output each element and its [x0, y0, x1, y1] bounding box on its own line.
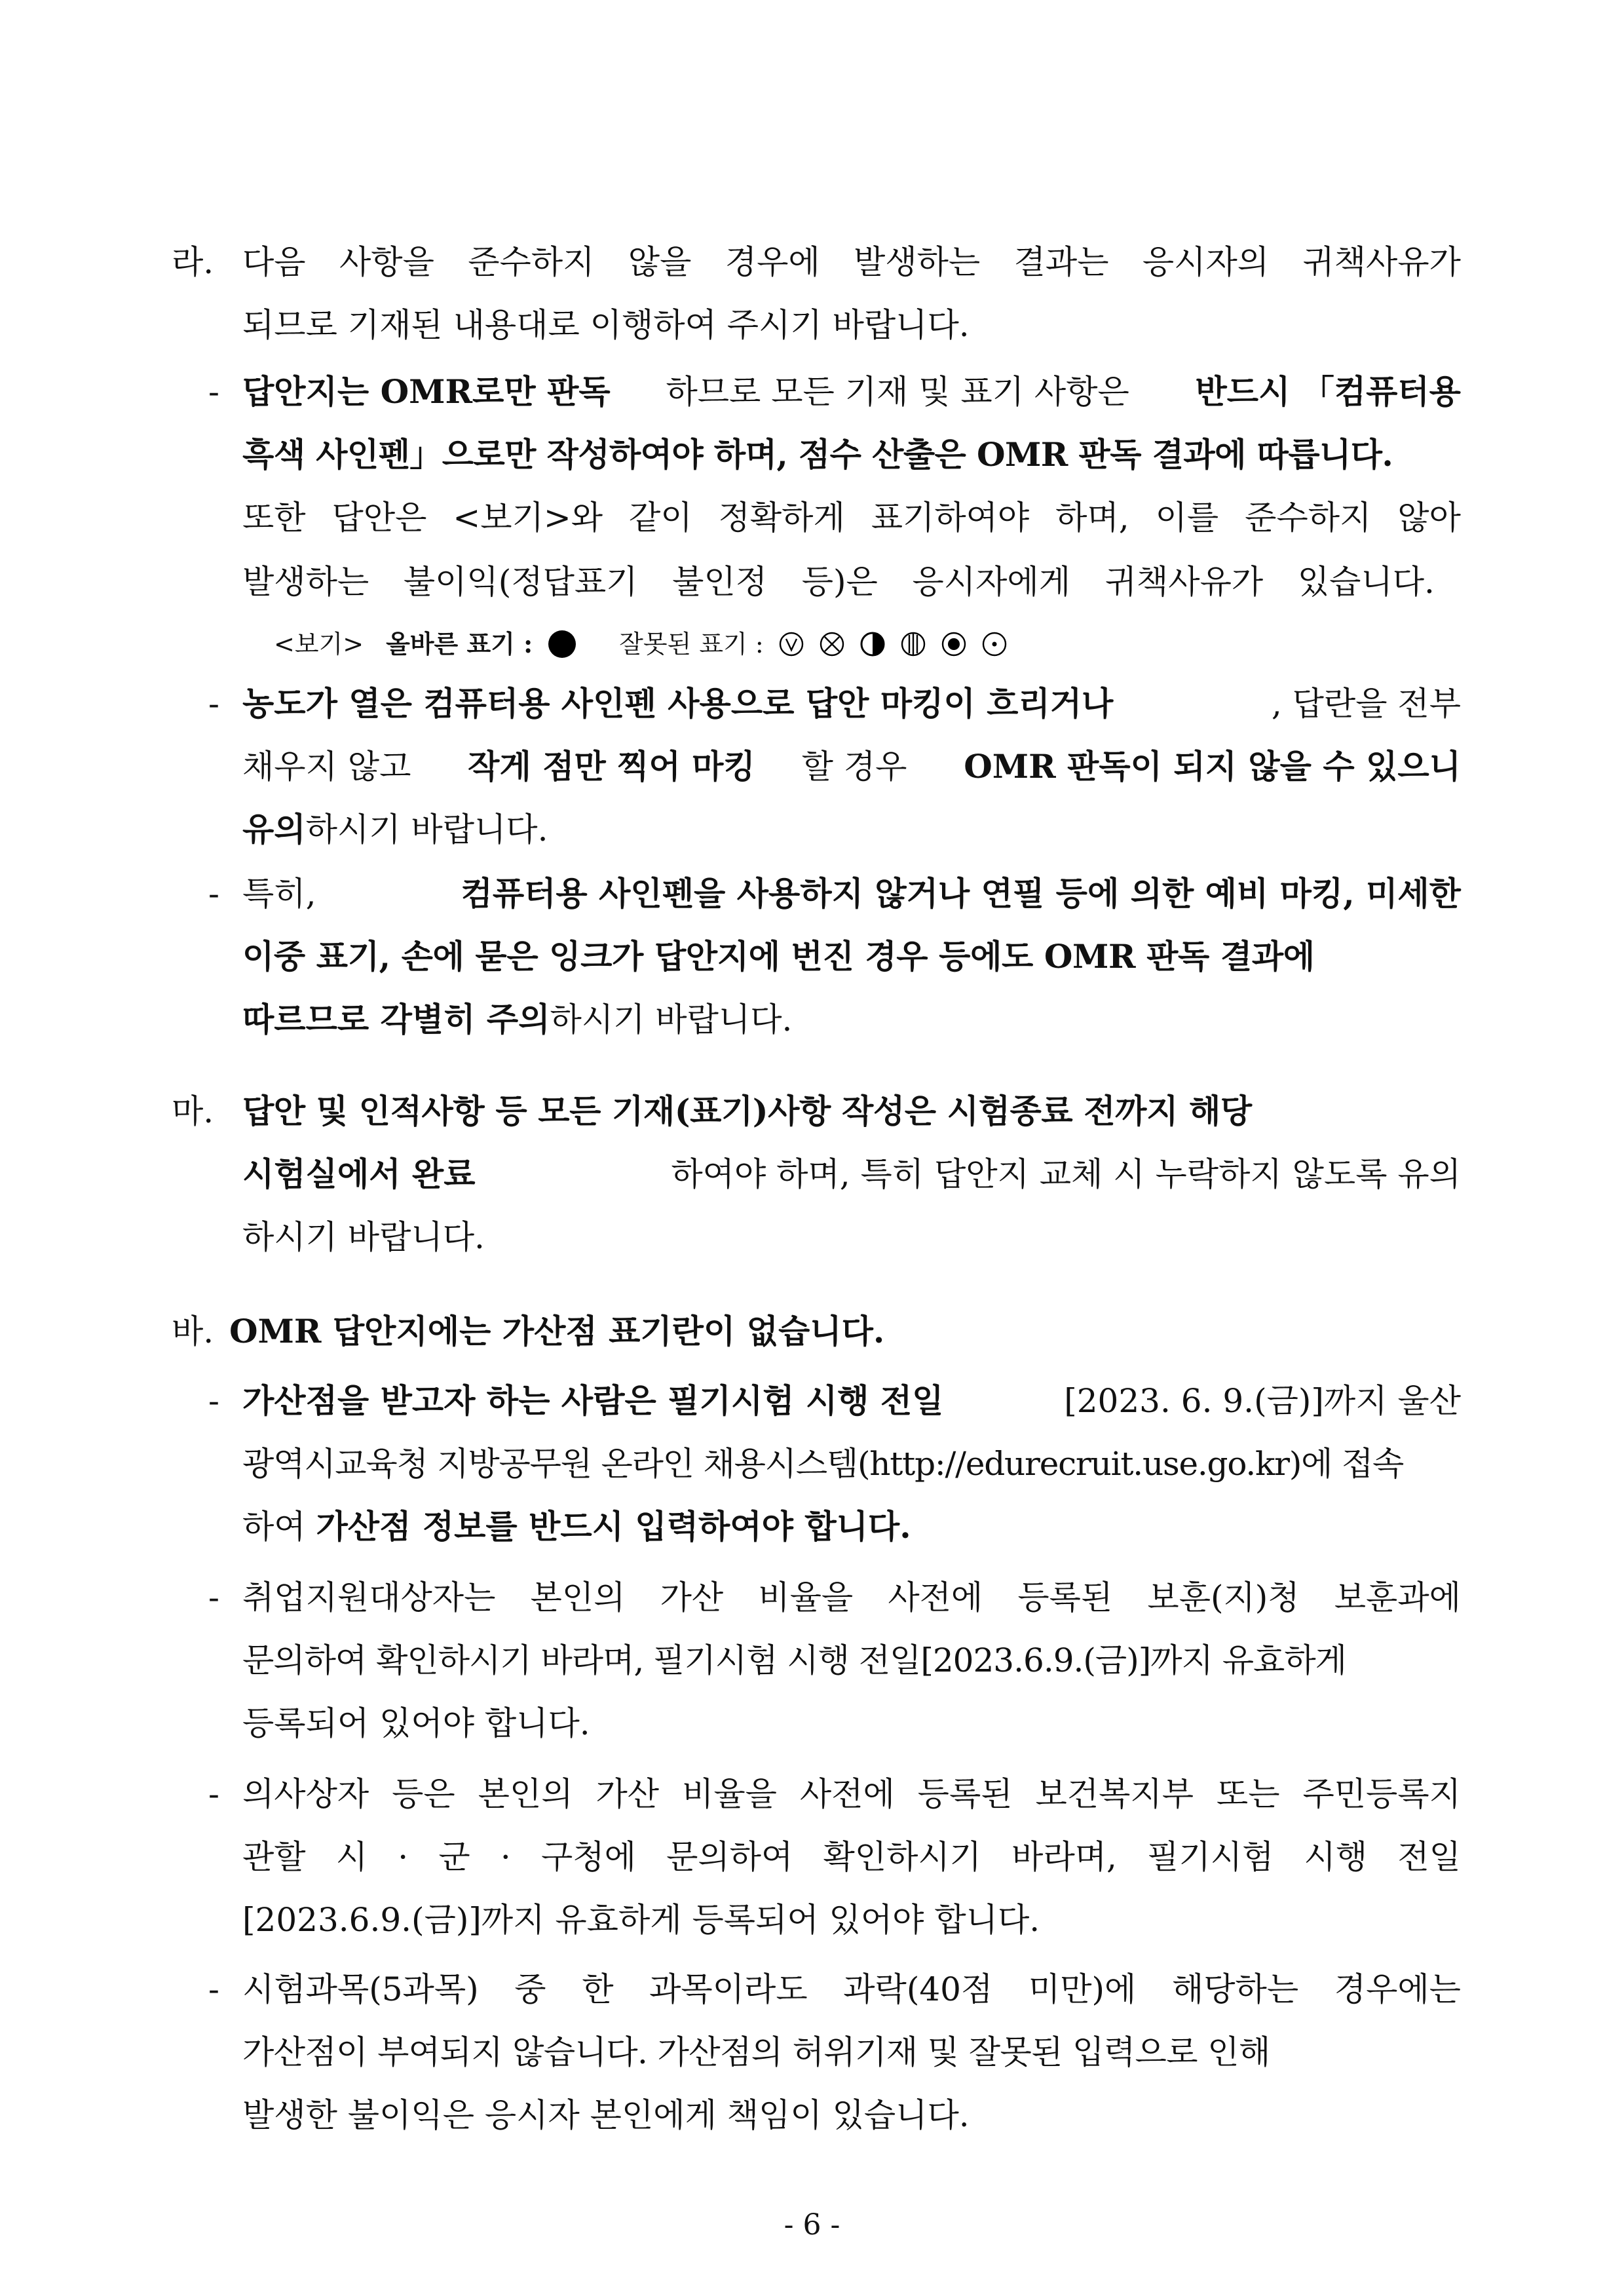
ba-bullet-1-line-1 [242, 1380, 1461, 1422]
word: 발생하는 [854, 243, 981, 281]
word: 본인의 [530, 1578, 626, 1617]
ba-bullet-3-line-3 [242, 1899, 1040, 1941]
bold-text: 반드시 「컴퓨터용 [1195, 372, 1461, 411]
text: [2023. 6. 9.(금)]까지 울산 [1064, 1382, 1461, 1420]
bullet-dash: - [208, 1578, 219, 1617]
text: , 답란을 전부 [1271, 685, 1461, 723]
word: 보훈(지)청 [1147, 1578, 1300, 1617]
word: 이를 [1155, 499, 1219, 537]
ba-bullet-4-line-2 [242, 2031, 1461, 2073]
word: · [500, 1838, 511, 1876]
ba-bullet-1-line-2 [242, 1443, 1461, 1485]
word: 관할 [242, 1838, 306, 1876]
word: 등록된 [917, 1775, 1013, 1813]
page-number: - 6 - [784, 2208, 840, 2242]
word: 사전에 [888, 1578, 983, 1617]
word: 비율을 [682, 1775, 777, 1813]
ba-bullet-3-line-2 [242, 1836, 1461, 1878]
bold-text: OMR 답안지에는 가산점 표기란이 없습니다. [229, 1312, 885, 1350]
ra-bullet-2-line-1 [242, 683, 1461, 725]
word: 발생하는 [242, 563, 369, 601]
section-ma-line-2 [242, 1153, 1461, 1195]
word: 주민등록지 [1302, 1775, 1461, 1813]
bold-text: 따르므로 각별히 주의 [242, 1000, 550, 1039]
word: 시험과목(5과목) [242, 1970, 479, 2008]
word: 귀책사유가 [1105, 563, 1264, 601]
word: 경우에는 [1334, 1970, 1461, 2008]
word: 같이 [629, 499, 692, 537]
word: 응시자에게 [912, 563, 1071, 601]
bold-text: 이중 표기, 손에 묻은 잉크가 답안지에 번진 경우 등에도 OMR 판독 결과에 [242, 937, 1315, 976]
ba-bullet-1-line-3 [242, 1506, 911, 1548]
bullet-dash: - [208, 875, 219, 913]
word: 등록된 [1017, 1578, 1113, 1617]
word: 불인정 [672, 563, 768, 601]
word: 의사상자 [242, 1775, 369, 1813]
section-ba-marker: 바. [172, 1312, 214, 1350]
word: 비율을 [758, 1578, 854, 1617]
section-ra-marker: 라. [172, 243, 214, 281]
word: 보훈과에 [1334, 1578, 1461, 1617]
text: 되므로 기재된 내용대로 이행하여 주시기 바랍니다. [242, 306, 970, 344]
ra-bullet-1-line-3 [242, 497, 1461, 539]
bullet-dash: - [208, 685, 219, 723]
word: 사전에 [799, 1775, 895, 1813]
word: 사항을 [339, 243, 434, 281]
bold-text: 가산점을 받고자 하는 사람은 필기시험 시행 전일 [242, 1381, 944, 1420]
bullet-dash: - [208, 1382, 219, 1420]
ba-bullet-2-line-1 [242, 1577, 1461, 1618]
word: 가산 [595, 1775, 660, 1813]
ra-bullet-1-line-2 [242, 434, 1461, 476]
word: 있습니다. [1297, 563, 1435, 601]
small-dot-circle-icon [981, 631, 1008, 657]
text: 채우지 않고 [242, 748, 422, 786]
example-label: <보기> [274, 630, 364, 659]
word: 답안은 [331, 499, 427, 537]
text: 특히, [242, 875, 327, 913]
x-circle-icon [819, 631, 845, 657]
word: 표기하여야 [871, 499, 1030, 537]
striped-circle-icon [900, 631, 926, 657]
word: 구청에 [540, 1838, 636, 1876]
bold-text: OMR 판독이 되지 않을 수 있으니 [964, 747, 1461, 786]
wrong-mark-label: 잘못된 표기 : [619, 630, 764, 659]
word: 준수하지 [1245, 499, 1372, 537]
word: 미만)에 [1028, 1970, 1137, 2008]
ba-bullet-2-line-2 [242, 1639, 1461, 1681]
text: 하시기 바랍니다. [242, 1218, 485, 1256]
word: 귀책사유가 [1302, 243, 1461, 281]
text: [2023.6.9.(금)]까지 유효하게 등록되어 있어야 합니다. [242, 1901, 1040, 1939]
word: 본인의 [478, 1775, 573, 1813]
bold-text: 농도가 열은 컴퓨터용 사인펜 사용으로 답안 마킹이 흐리거나 [242, 684, 1114, 723]
ba-bullet-2-line-3 [242, 1702, 590, 1744]
ba-bullet-4-line-3 [242, 2094, 970, 2136]
ra-bullet-2-line-3 [242, 809, 548, 851]
text: 하시기 바랍니다. [550, 1001, 793, 1039]
text: 등록되어 있어야 합니다. [242, 1704, 590, 1742]
word: 시 [335, 1838, 368, 1876]
text: 문의하여 확인하시기 바라며, 필기시험 시행 전일[2023.6.9.(금)]까지 유효하게 [242, 1641, 1346, 1679]
word: 않을 [628, 243, 692, 281]
word: 또는 [1216, 1775, 1280, 1813]
word: 불이익(정답표기 [403, 563, 638, 601]
section-ba-line-1 [229, 1311, 884, 1352]
ra-bullet-1-line-4 [242, 561, 1435, 603]
bullet-dash: - [208, 1970, 219, 2008]
ra-bullet-3-line-1 [242, 873, 1461, 915]
word: 또한 [242, 499, 306, 537]
ra-bullet-1-line-1 [242, 371, 1461, 413]
word: 않아 [1397, 499, 1461, 537]
ra-bullet-3-line-2 [242, 936, 1461, 978]
correct-mark-label: 올바른 표기 : [386, 629, 533, 659]
word: 하며, [1055, 499, 1129, 537]
bold-text: 답안 및 인적사항 등 모든 기재(표기)사항 작성은 시험종료 전까지 해당 [242, 1092, 1252, 1130]
section-ma-line-1 [242, 1090, 1461, 1132]
ba-bullet-4-line-1 [242, 1968, 1461, 2010]
marking-example [274, 626, 1008, 662]
bold-text: 컴퓨터용 사인펜을 사용하지 않거나 연필 등에 의한 예비 마킹, 미세한 [461, 874, 1461, 913]
ra-bullet-3-line-3 [242, 999, 792, 1041]
ba-bullet-3-line-1 [242, 1773, 1461, 1815]
word: 결과는 [1013, 243, 1109, 281]
word: 필기시험 [1147, 1838, 1274, 1876]
word: 등)은 [801, 563, 878, 601]
bullet-dash: - [208, 373, 219, 411]
bold-text: 유의 [242, 810, 306, 849]
text: 광역시교육청 지방공무원 온라인 채용시스템(http://edurecruit.use.go.kr)에 접속 [242, 1445, 1404, 1483]
text: 발생한 불이익은 응시자 본인에게 책임이 있습니다. [242, 2096, 970, 2134]
word: 군 [438, 1838, 470, 1876]
word: 문의하여 [666, 1838, 793, 1876]
word: 시행 [1304, 1838, 1368, 1876]
section-ra-line-1 [242, 241, 1461, 283]
bold-text: 시험실에서 완료 [242, 1155, 476, 1193]
section-ma-line-3 [242, 1216, 485, 1258]
word: 확인하시기 [823, 1838, 981, 1876]
word: 해당하는 [1171, 1970, 1299, 2008]
bold-text: 작게 점만 찍어 마킹 [468, 747, 755, 786]
word: 한 [582, 1970, 614, 2008]
word: 과목이라도 [649, 1970, 808, 2008]
section-ma-marker: 마. [172, 1092, 214, 1130]
section-ra-line-2 [242, 304, 970, 346]
text: 하시기 바랍니다. [305, 811, 548, 849]
text: 가산점이 부여되지 않습니다. 가산점의 허위기재 및 잘못된 입력으로 인해 [242, 2033, 1270, 2071]
word: 바라며, [1011, 1838, 1117, 1876]
word: 중 [514, 1970, 546, 2008]
word: 취업지원대상자는 [242, 1578, 496, 1617]
word: 등은 [392, 1775, 455, 1813]
word: 응시자의 [1142, 243, 1270, 281]
word: 가산 [660, 1578, 724, 1617]
word: 다음 [242, 243, 306, 281]
v-circle-icon [778, 631, 804, 657]
bold-text: 가산점 정보를 반드시 입력하여야 합니다. [316, 1507, 911, 1546]
text: 하여 [242, 1508, 316, 1546]
ra-bullet-2-line-2 [242, 746, 1461, 788]
word: · [398, 1838, 409, 1876]
text: 하여야 하며, 특히 답안지 교체 시 누락하지 않도록 유의 [671, 1155, 1461, 1193]
word: 과락(40점 [843, 1970, 993, 2008]
bold-text: 답안지는 OMR로만 판독 [242, 372, 611, 411]
word: 전일 [1397, 1838, 1461, 1876]
word: 경우에 [725, 243, 820, 281]
text: 하므로 모든 기재 및 표기 사항은 [666, 373, 1140, 411]
word: 준수하지 [468, 243, 595, 281]
word: 보건복지부 [1035, 1775, 1194, 1813]
bullet-dash: - [208, 1775, 219, 1813]
word: 정확하게 [718, 499, 845, 537]
dot-circle-icon [941, 631, 967, 657]
text: 할 경우 [801, 748, 918, 786]
filled-circle-icon [547, 629, 577, 659]
bold-text: 흑색 사인펜」으로만 작성하여야 하며, 점수 산출은 OMR 판독 결과에 따릅니다. [242, 435, 1393, 474]
half-filled-circle-icon [859, 631, 886, 657]
word: <보기>와 [453, 499, 603, 537]
